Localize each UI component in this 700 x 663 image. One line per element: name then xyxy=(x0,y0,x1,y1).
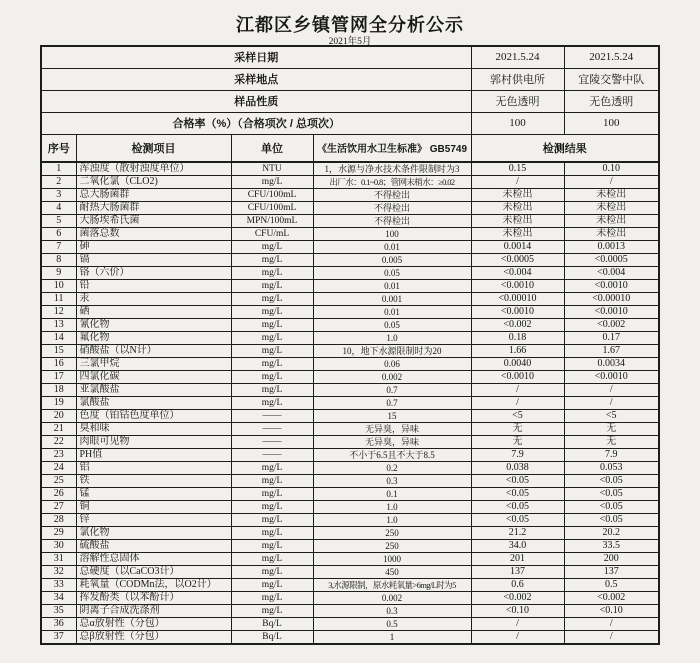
row-item-name: 锌 xyxy=(76,514,231,527)
row-item-name: 挥发酚类（以苯酚计） xyxy=(76,592,231,605)
row-unit: NTU xyxy=(231,162,313,176)
table-row xyxy=(41,189,659,202)
row-standard: 无异臭，异味 xyxy=(313,436,471,449)
row-item-name: 铬（六价） xyxy=(76,267,231,280)
row-item-name: 四氯化碳 xyxy=(76,371,231,384)
row-result-1: <0.0010 xyxy=(471,280,564,293)
row-unit: mg/L xyxy=(231,384,313,397)
row-result-1: 未检出 xyxy=(471,228,564,241)
row-standard: 0.1 xyxy=(313,488,471,501)
row-unit: mg/L xyxy=(231,280,313,293)
row-item-name: 总α放射性（分包） xyxy=(76,618,231,631)
col-header-unit: 单位 xyxy=(231,134,313,162)
row-unit: mg/L xyxy=(231,267,313,280)
row-result-1: / xyxy=(471,397,564,410)
row-unit: mg/L xyxy=(231,605,313,618)
row-result-2: 0.17 xyxy=(564,332,659,345)
row-item-name: 大肠埃希氏菌 xyxy=(76,215,231,228)
row-unit: mg/L xyxy=(231,514,313,527)
sampling-location-value-2: 宜陵交警中队 xyxy=(564,68,659,90)
row-index: 35 xyxy=(41,605,76,618)
row-result-1: <0.05 xyxy=(471,488,564,501)
row-result-1: / xyxy=(471,631,564,645)
row-result-2: <0.05 xyxy=(564,514,659,527)
table-row xyxy=(41,306,659,319)
row-standard: 0.01 xyxy=(313,241,471,254)
table-row xyxy=(41,579,659,592)
row-index: 26 xyxy=(41,488,76,501)
table-row xyxy=(41,566,659,579)
table-row xyxy=(41,228,659,241)
row-index: 18 xyxy=(41,384,76,397)
row-standard: 3,水源限制，原水耗氧量>6mg/L时为5 xyxy=(313,579,471,592)
row-index: 5 xyxy=(41,215,76,228)
row-standard: 不得检出 xyxy=(313,215,471,228)
row-result-2: <0.0005 xyxy=(564,254,659,267)
row-index: 6 xyxy=(41,228,76,241)
row-unit: mg/L xyxy=(231,332,313,345)
row-item-name: 砷 xyxy=(76,241,231,254)
table-row xyxy=(41,384,659,397)
row-standard: 无异臭，异味 xyxy=(313,423,471,436)
row-result-2: 0.0034 xyxy=(564,358,659,371)
table-row xyxy=(41,254,659,267)
row-result-2: <0.0010 xyxy=(564,280,659,293)
row-item-name: 氯酸盐 xyxy=(76,397,231,410)
info-row-pass-rate xyxy=(41,112,659,134)
row-unit: Bq/L xyxy=(231,618,313,631)
row-unit: mg/L xyxy=(231,241,313,254)
row-index: 11 xyxy=(41,293,76,306)
row-standard: 0.3 xyxy=(313,605,471,618)
row-item-name: 硒 xyxy=(76,306,231,319)
row-standard: 1000 xyxy=(313,553,471,566)
table-row xyxy=(41,462,659,475)
row-result-1: / xyxy=(471,384,564,397)
row-unit: mg/L xyxy=(231,371,313,384)
row-result-2: 未检出 xyxy=(564,215,659,228)
row-item-name: 阴离子合成洗涤剂 xyxy=(76,605,231,618)
row-result-2: 0.053 xyxy=(564,462,659,475)
row-standard: 250 xyxy=(313,540,471,553)
row-result-1: 137 xyxy=(471,566,564,579)
row-standard: 0.7 xyxy=(313,384,471,397)
row-index: 20 xyxy=(41,410,76,423)
row-result-1: <0.05 xyxy=(471,514,564,527)
table-row xyxy=(41,267,659,280)
row-index: 9 xyxy=(41,267,76,280)
row-standard: 1.0 xyxy=(313,514,471,527)
row-standard: 0.002 xyxy=(313,592,471,605)
row-index: 27 xyxy=(41,501,76,514)
row-standard: 0.002 xyxy=(313,371,471,384)
table-row xyxy=(41,475,659,488)
row-unit: CFU/mL xyxy=(231,228,313,241)
row-result-1: 21.2 xyxy=(471,527,564,540)
row-result-2: <0.0010 xyxy=(564,306,659,319)
row-unit: mg/L xyxy=(231,176,313,189)
sampling-date-label: 采样日期 xyxy=(41,46,471,68)
row-result-2: 33.5 xyxy=(564,540,659,553)
row-result-1: 0.15 xyxy=(471,162,564,176)
info-row-sampling-location xyxy=(41,68,659,90)
row-unit: mg/L xyxy=(231,306,313,319)
row-index: 25 xyxy=(41,475,76,488)
row-result-1: 0.0014 xyxy=(471,241,564,254)
row-standard: 0.01 xyxy=(313,306,471,319)
pass-rate-label: 合格率（%）（合格项次 / 总项次） xyxy=(41,112,471,134)
row-unit: mg/L xyxy=(231,553,313,566)
row-index: 22 xyxy=(41,436,76,449)
col-header-standard: 《生活饮用水卫生标准》 GB5749 xyxy=(313,134,471,162)
row-unit: Bq/L xyxy=(231,631,313,645)
row-result-2: 未检出 xyxy=(564,189,659,202)
row-result-2: 未检出 xyxy=(564,202,659,215)
row-result-2: 无 xyxy=(564,423,659,436)
row-unit: CFU/100mL xyxy=(231,202,313,215)
row-index: 37 xyxy=(41,631,76,645)
row-item-name: 臭和味 xyxy=(76,423,231,436)
row-result-1: 34.0 xyxy=(471,540,564,553)
row-index: 33 xyxy=(41,579,76,592)
row-index: 16 xyxy=(41,358,76,371)
row-index: 7 xyxy=(41,241,76,254)
row-result-1: 0.6 xyxy=(471,579,564,592)
table-row xyxy=(41,631,659,645)
row-index: 17 xyxy=(41,371,76,384)
row-item-name: 铅 xyxy=(76,280,231,293)
row-standard: 0.5 xyxy=(313,618,471,631)
table-row xyxy=(41,176,659,189)
row-index: 28 xyxy=(41,514,76,527)
row-index: 4 xyxy=(41,202,76,215)
row-standard: 0.06 xyxy=(313,358,471,371)
col-header-result: 检测结果 xyxy=(471,134,659,162)
document-subtitle: 2021年5月 xyxy=(328,37,372,47)
row-unit: MPN/100mL xyxy=(231,215,313,228)
row-item-name: 铝 xyxy=(76,462,231,475)
row-result-2: / xyxy=(564,618,659,631)
row-index: 31 xyxy=(41,553,76,566)
table-row xyxy=(41,423,659,436)
row-unit: mg/L xyxy=(231,462,313,475)
table-row xyxy=(41,397,659,410)
row-result-1: <0.0010 xyxy=(471,306,564,319)
sampling-location-label: 采样地点 xyxy=(41,68,471,90)
row-result-1: / xyxy=(471,618,564,631)
table-row xyxy=(41,501,659,514)
row-result-2: <0.05 xyxy=(564,488,659,501)
row-standard: 0.001 xyxy=(313,293,471,306)
row-unit: mg/L xyxy=(231,397,313,410)
row-item-name: 二氧化氯（CLO2) xyxy=(76,176,231,189)
row-result-1: 1.66 xyxy=(471,345,564,358)
row-standard: 15 xyxy=(313,410,471,423)
row-unit: mg/L xyxy=(231,345,313,358)
table-row xyxy=(41,162,659,176)
row-result-2: <0.05 xyxy=(564,475,659,488)
table-row xyxy=(41,358,659,371)
row-index: 29 xyxy=(41,527,76,540)
row-index: 34 xyxy=(41,592,76,605)
row-standard: 1.0 xyxy=(313,501,471,514)
row-unit: —— xyxy=(231,436,313,449)
row-result-1: <0.10 xyxy=(471,605,564,618)
table-row xyxy=(41,241,659,254)
row-result-1: 无 xyxy=(471,423,564,436)
row-unit: mg/L xyxy=(231,592,313,605)
document-title: 江都区乡镇管网全分析公示 xyxy=(236,15,464,35)
sample-nature-value-2: 无色透明 xyxy=(564,90,659,112)
row-item-name: 锰 xyxy=(76,488,231,501)
row-unit: —— xyxy=(231,423,313,436)
row-result-2: <5 xyxy=(564,410,659,423)
row-result-1: <0.002 xyxy=(471,319,564,332)
sample-nature-value-1: 无色透明 xyxy=(471,90,564,112)
row-index: 23 xyxy=(41,449,76,462)
table-row xyxy=(41,618,659,631)
row-item-name: 耗氧量（CODMn法，以O2计） xyxy=(76,579,231,592)
row-unit: mg/L xyxy=(231,527,313,540)
col-header-item: 检测项目 xyxy=(76,134,231,162)
table-row xyxy=(41,592,659,605)
table-row xyxy=(41,553,659,566)
row-item-name: PH值 xyxy=(76,449,231,462)
info-row-sampling-date xyxy=(41,46,659,68)
row-unit: mg/L xyxy=(231,254,313,267)
row-result-2: <0.0010 xyxy=(564,371,659,384)
row-unit: —— xyxy=(231,410,313,423)
row-index: 2 xyxy=(41,176,76,189)
row-result-2: <0.00010 xyxy=(564,293,659,306)
pass-rate-value-2: 100 xyxy=(564,112,659,134)
table-row xyxy=(41,215,659,228)
row-item-name: 三氯甲烷 xyxy=(76,358,231,371)
table-row xyxy=(41,371,659,384)
row-result-2: <0.002 xyxy=(564,319,659,332)
row-index: 1 xyxy=(41,162,76,176)
row-result-2: 0.10 xyxy=(564,162,659,176)
row-result-2: / xyxy=(564,631,659,645)
row-item-name: 硫酸盐 xyxy=(76,540,231,553)
sampling-date-value-1: 2021.5.24 xyxy=(471,46,564,68)
row-item-name: 色度（铂钴色度单位） xyxy=(76,410,231,423)
row-standard: 0.05 xyxy=(313,319,471,332)
row-result-1: 未检出 xyxy=(471,202,564,215)
row-standard: 0.01 xyxy=(313,280,471,293)
row-item-name: 氯化物 xyxy=(76,527,231,540)
row-result-2: / xyxy=(564,397,659,410)
row-item-name: 铁 xyxy=(76,475,231,488)
row-item-name: 总硬度（以CaCO3计） xyxy=(76,566,231,579)
table-row xyxy=(41,280,659,293)
row-standard: 不得检出 xyxy=(313,189,471,202)
row-index: 36 xyxy=(41,618,76,631)
row-result-2: <0.004 xyxy=(564,267,659,280)
row-standard: 1 xyxy=(313,631,471,645)
table-row xyxy=(41,319,659,332)
row-result-2: 未检出 xyxy=(564,228,659,241)
table-row xyxy=(41,449,659,462)
row-item-name: 氰化物 xyxy=(76,319,231,332)
table-row xyxy=(41,488,659,501)
row-index: 3 xyxy=(41,189,76,202)
table-row xyxy=(41,514,659,527)
info-row-sample-nature xyxy=(41,90,659,112)
row-result-1: 201 xyxy=(471,553,564,566)
row-item-name: 镉 xyxy=(76,254,231,267)
table-row xyxy=(41,293,659,306)
row-result-1: 未检出 xyxy=(471,189,564,202)
row-standard: 不得检出 xyxy=(313,202,471,215)
table-row xyxy=(41,436,659,449)
row-result-2: / xyxy=(564,384,659,397)
row-standard: 10，地下水源限制时为20 xyxy=(313,345,471,358)
row-result-2: 1.67 xyxy=(564,345,659,358)
row-item-name: 亚氯酸盐 xyxy=(76,384,231,397)
row-unit: mg/L xyxy=(231,319,313,332)
row-item-name: 耐热大肠菌群 xyxy=(76,202,231,215)
row-index: 32 xyxy=(41,566,76,579)
row-item-name: 菌落总数 xyxy=(76,228,231,241)
row-index: 14 xyxy=(41,332,76,345)
row-item-name: 汞 xyxy=(76,293,231,306)
row-standard: 450 xyxy=(313,566,471,579)
row-result-1: <0.0005 xyxy=(471,254,564,267)
row-result-1: 0.18 xyxy=(471,332,564,345)
row-result-1: <0.00010 xyxy=(471,293,564,306)
row-result-2: 0.0013 xyxy=(564,241,659,254)
table-row xyxy=(41,527,659,540)
row-result-2: <0.05 xyxy=(564,501,659,514)
row-index: 12 xyxy=(41,306,76,319)
row-result-2: 137 xyxy=(564,566,659,579)
row-result-1: 0.038 xyxy=(471,462,564,475)
sample-nature-label: 样品性质 xyxy=(41,90,471,112)
row-standard: 1.0 xyxy=(313,332,471,345)
row-standard: 0.7 xyxy=(313,397,471,410)
row-standard: 0.05 xyxy=(313,267,471,280)
row-result-2: 7.9 xyxy=(564,449,659,462)
row-unit: mg/L xyxy=(231,293,313,306)
table-row xyxy=(41,605,659,618)
row-standard: 0.2 xyxy=(313,462,471,475)
row-unit: —— xyxy=(231,449,313,462)
row-result-1: <0.002 xyxy=(471,592,564,605)
row-index: 19 xyxy=(41,397,76,410)
row-result-1: 7.9 xyxy=(471,449,564,462)
row-item-name: 总大肠菌群 xyxy=(76,189,231,202)
row-index: 21 xyxy=(41,423,76,436)
row-result-1: <0.0010 xyxy=(471,371,564,384)
row-standard: 250 xyxy=(313,527,471,540)
row-standard: 100 xyxy=(313,228,471,241)
sampling-date-value-2: 2021.5.24 xyxy=(564,46,659,68)
row-index: 24 xyxy=(41,462,76,475)
row-item-name: 浑浊度（散射浊度单位） xyxy=(76,162,231,176)
row-unit: mg/L xyxy=(231,540,313,553)
row-unit: mg/L xyxy=(231,579,313,592)
row-result-2: 0.5 xyxy=(564,579,659,592)
table-header-row xyxy=(41,134,659,162)
pass-rate-value-1: 100 xyxy=(471,112,564,134)
row-result-1: 0.0040 xyxy=(471,358,564,371)
row-result-1: 未检出 xyxy=(471,215,564,228)
row-result-2: <0.10 xyxy=(564,605,659,618)
table-row xyxy=(41,345,659,358)
row-item-name: 铜 xyxy=(76,501,231,514)
row-index: 8 xyxy=(41,254,76,267)
row-index: 30 xyxy=(41,540,76,553)
sampling-location-value-1: 郭村供电所 xyxy=(471,68,564,90)
row-unit: mg/L xyxy=(231,488,313,501)
row-unit: CFU/100mL xyxy=(231,189,313,202)
row-unit: mg/L xyxy=(231,501,313,514)
row-result-1: 无 xyxy=(471,436,564,449)
table-row xyxy=(41,332,659,345)
row-result-1: / xyxy=(471,176,564,189)
row-result-2: 20.2 xyxy=(564,527,659,540)
table-row xyxy=(41,540,659,553)
row-unit: mg/L xyxy=(231,475,313,488)
row-item-name: 硝酸盐（以N计） xyxy=(76,345,231,358)
row-result-2: 200 xyxy=(564,553,659,566)
row-item-name: 总β放射性（分包） xyxy=(76,631,231,645)
row-standard: 0.005 xyxy=(313,254,471,267)
table-row xyxy=(41,202,659,215)
col-header-no: 序号 xyxy=(41,134,76,162)
row-standard: 1，水源与净水技术条件限制时为3 xyxy=(313,162,471,176)
row-result-2: <0.002 xyxy=(564,592,659,605)
row-result-2: / xyxy=(564,176,659,189)
row-result-1: <0.05 xyxy=(471,501,564,514)
table-row xyxy=(41,410,659,423)
row-result-2: 无 xyxy=(564,436,659,449)
row-index: 10 xyxy=(41,280,76,293)
row-item-name: 溶解性总固体 xyxy=(76,553,231,566)
row-standard: 不小于6.5且不大于8.5 xyxy=(313,449,471,462)
row-standard: 出厂水：0.1~0.8；管网末梢水：≥0.02 xyxy=(313,176,471,189)
row-unit: mg/L xyxy=(231,566,313,579)
row-result-1: <0.05 xyxy=(471,475,564,488)
row-index: 13 xyxy=(41,319,76,332)
row-item-name: 氟化物 xyxy=(76,332,231,345)
row-unit: mg/L xyxy=(231,358,313,371)
row-standard: 0.3 xyxy=(313,475,471,488)
row-index: 15 xyxy=(41,345,76,358)
row-result-1: <5 xyxy=(471,410,564,423)
analysis-table xyxy=(40,45,660,645)
row-item-name: 肉眼可见物 xyxy=(76,436,231,449)
row-result-1: <0.004 xyxy=(471,267,564,280)
